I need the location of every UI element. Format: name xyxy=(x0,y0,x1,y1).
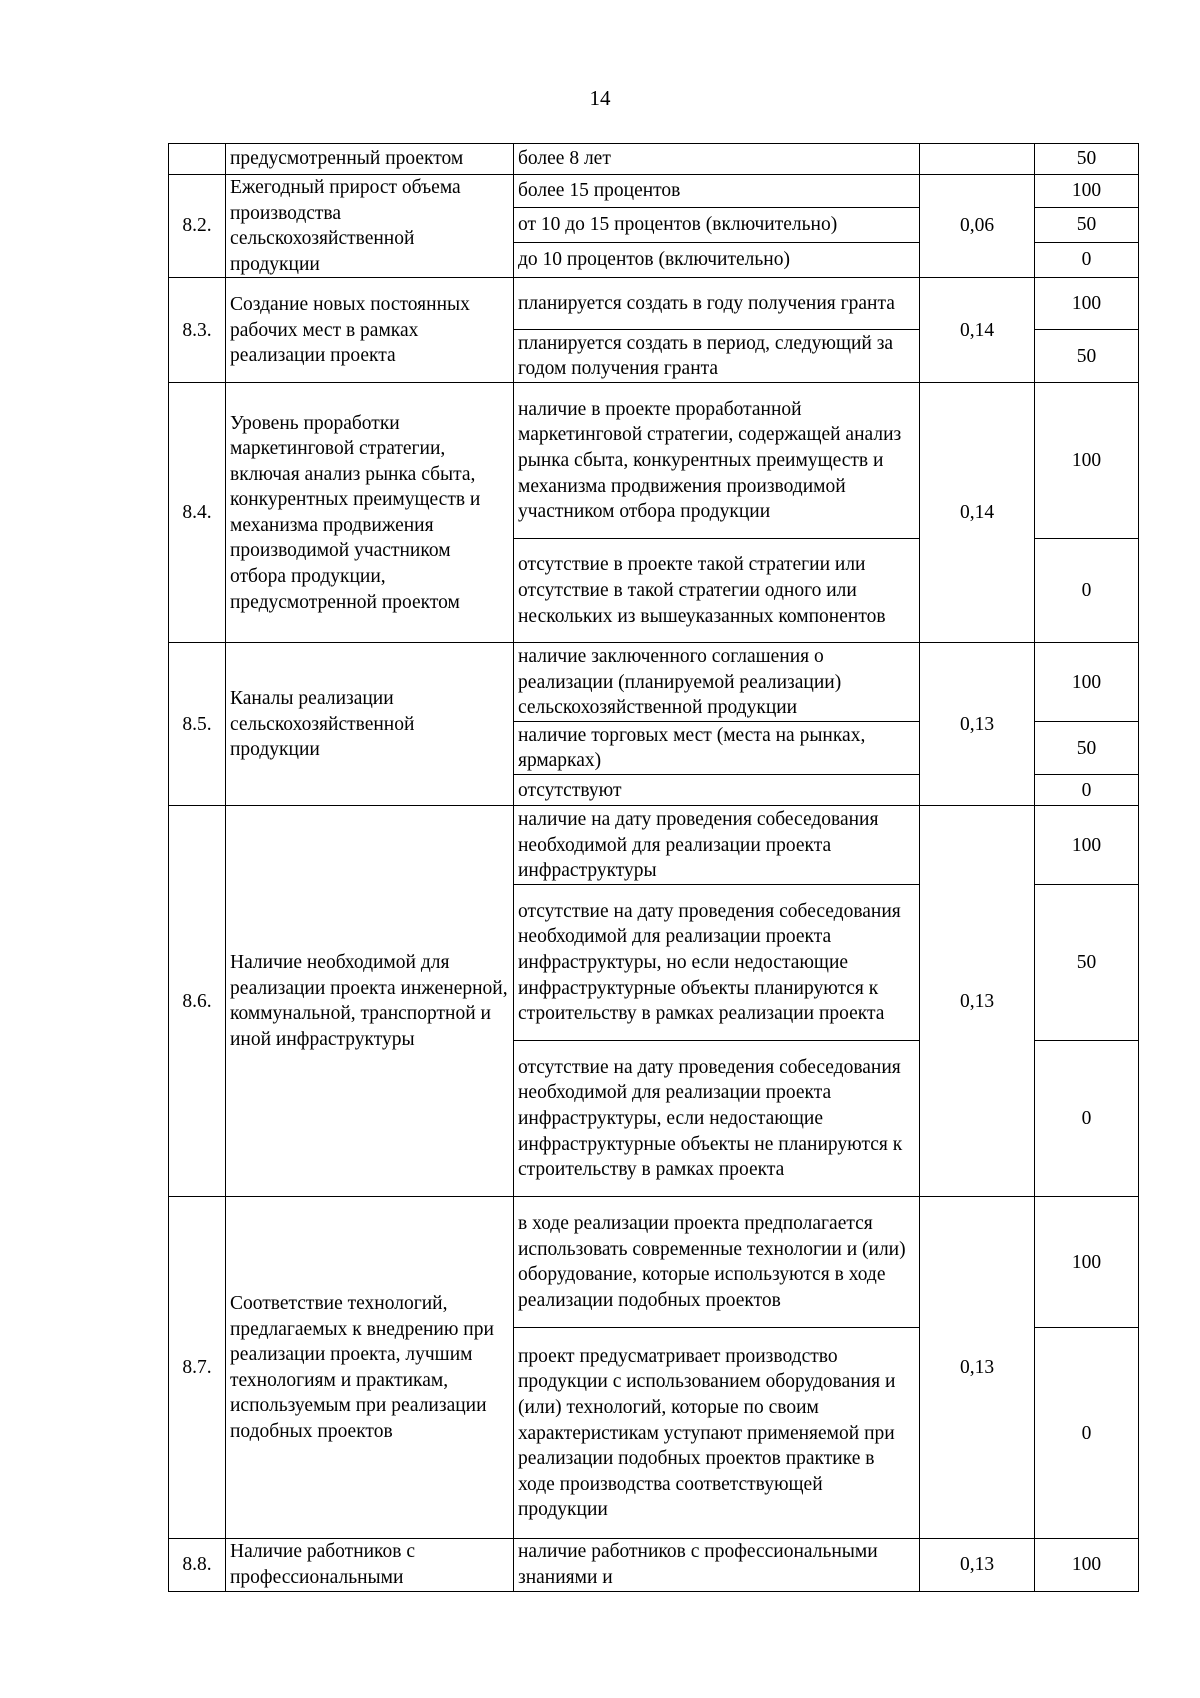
criterion-name: предусмотренный проектом xyxy=(226,144,514,175)
criterion-name: Наличие необходимой для реализации проекта инженерной, коммунальной, транспортной и иной инфраструктуры xyxy=(226,806,514,1197)
criterion-number: 8.4. xyxy=(169,383,226,643)
option-score: 100 xyxy=(1035,643,1139,722)
criterion-option: до 10 процентов (включительно) xyxy=(514,242,920,277)
table-row xyxy=(169,144,1139,175)
table-row xyxy=(169,278,1139,330)
option-score: 0 xyxy=(1035,1328,1139,1539)
criterion-option: отсутствие в проекте такой стратегии или отсутствие в такой стратегии одного или нескольких из вышеуказанных компонентов xyxy=(514,539,920,643)
table-row xyxy=(169,806,1139,885)
criterion-number: 8.6. xyxy=(169,806,226,1197)
table-row xyxy=(169,643,1139,722)
criterion-option: более 15 процентов xyxy=(514,175,920,208)
criterion-weight: 0,06 xyxy=(920,175,1035,278)
criterion-weight: 0,13 xyxy=(920,806,1035,1197)
option-score: 50 xyxy=(1035,885,1139,1041)
criterion-option: планируется создать в году получения гранта xyxy=(514,278,920,330)
criterion-option: наличие в проекте проработанной маркетинговой стратегии, содержащей анализ рынка сбыта, конкурентных преимуществ и механизма продвижения производимой участником отбора продукции xyxy=(514,383,920,539)
criterion-option: отсутствие на дату проведения собеседования необходимой для реализации проекта инфраструктуры, но если недостающие инфраструктурные объекты планируются к строительству в рамках реализации проекта xyxy=(514,885,920,1041)
page-number: 14 xyxy=(589,86,611,110)
option-score: 50 xyxy=(1035,722,1139,775)
criterion-number: 8.3. xyxy=(169,278,226,383)
option-score: 0 xyxy=(1035,242,1139,277)
option-score: 0 xyxy=(1035,775,1139,806)
table-row xyxy=(169,175,1139,208)
criterion-weight: 0,13 xyxy=(920,1197,1035,1539)
criterion-name: Создание новых постоянных рабочих мест в рамках реализации проекта xyxy=(226,278,514,383)
option-score: 50 xyxy=(1035,144,1139,175)
option-score: 100 xyxy=(1035,278,1139,330)
option-score: 100 xyxy=(1035,1197,1139,1328)
criterion-option: отсутствие на дату проведения собеседования необходимой для реализации проекта инфраструктуры, если недостающие инфраструктурные объекты не планируются к строительству в рамках проекта xyxy=(514,1041,920,1197)
criterion-option: наличие работников с профессиональными знаниями и xyxy=(514,1539,920,1591)
criterion-number xyxy=(169,144,226,175)
criterion-weight: 0,13 xyxy=(920,643,1035,806)
criterion-number: 8.8. xyxy=(169,1539,226,1591)
option-score: 0 xyxy=(1035,1041,1139,1197)
criterion-weight xyxy=(920,144,1035,175)
criterion-option: наличие торговых мест (места на рынках, ярмарках) xyxy=(514,722,920,775)
table-row xyxy=(169,1197,1139,1328)
criterion-number: 8.2. xyxy=(169,175,226,278)
criterion-name: Каналы реализации сельскохозяйственной продукции xyxy=(226,643,514,806)
option-score: 100 xyxy=(1035,175,1139,208)
criterion-option: наличие на дату проведения собеседования необходимой для реализации проекта инфраструктуры xyxy=(514,806,920,885)
criterion-option: наличие заключенного соглашения о реализации (планируемой реализации) сельскохозяйственной продукции xyxy=(514,643,920,722)
criterion-number: 8.5. xyxy=(169,643,226,806)
criterion-option: более 8 лет xyxy=(514,144,920,175)
criterion-number: 8.7. xyxy=(169,1197,226,1539)
option-score: 100 xyxy=(1035,383,1139,539)
option-score: 50 xyxy=(1035,208,1139,242)
criterion-option: отсутствуют xyxy=(514,775,920,806)
criterion-name: Наличие работников с профессиональными xyxy=(226,1539,514,1591)
criterion-weight: 0,14 xyxy=(920,383,1035,643)
criteria-table xyxy=(168,143,1139,1592)
criterion-option: планируется создать в период, следующий за годом получения гранта xyxy=(514,330,920,383)
table-row xyxy=(169,383,1139,539)
criterion-weight: 0,14 xyxy=(920,278,1035,383)
option-score: 100 xyxy=(1035,806,1139,885)
option-score: 0 xyxy=(1035,539,1139,643)
table-row xyxy=(169,1539,1139,1591)
option-score: 50 xyxy=(1035,330,1139,383)
criterion-option: от 10 до 15 процентов (включительно) xyxy=(514,208,920,242)
criterion-option: проект предусматривает производство продукции с использованием оборудования и (или) технологий, которые по своим характеристикам уступают применяемой при реализации подобных проектов практике в ходе производства соответствующей продукции xyxy=(514,1328,920,1539)
criterion-name: Соответствие технологий, предлагаемых к внедрению при реализации проекта, лучшим технологиям и практикам, используемым при реализации подобных проектов xyxy=(226,1197,514,1539)
criterion-option: в ходе реализации проекта предполагается использовать современные технологии и (или) оборудование, которые используются в ходе реализации подобных проектов xyxy=(514,1197,920,1328)
option-score: 100 xyxy=(1035,1539,1139,1591)
criterion-name: Ежегодный прирост объема производства сельскохозяйственной продукции xyxy=(226,175,514,278)
criterion-name: Уровень проработки маркетинговой стратегии, включая анализ рынка сбыта, конкурентных преимуществ и механизма продвижения производимой участником отбора продукции, предусмотренной проектом xyxy=(226,383,514,643)
criterion-weight: 0,13 xyxy=(920,1539,1035,1591)
